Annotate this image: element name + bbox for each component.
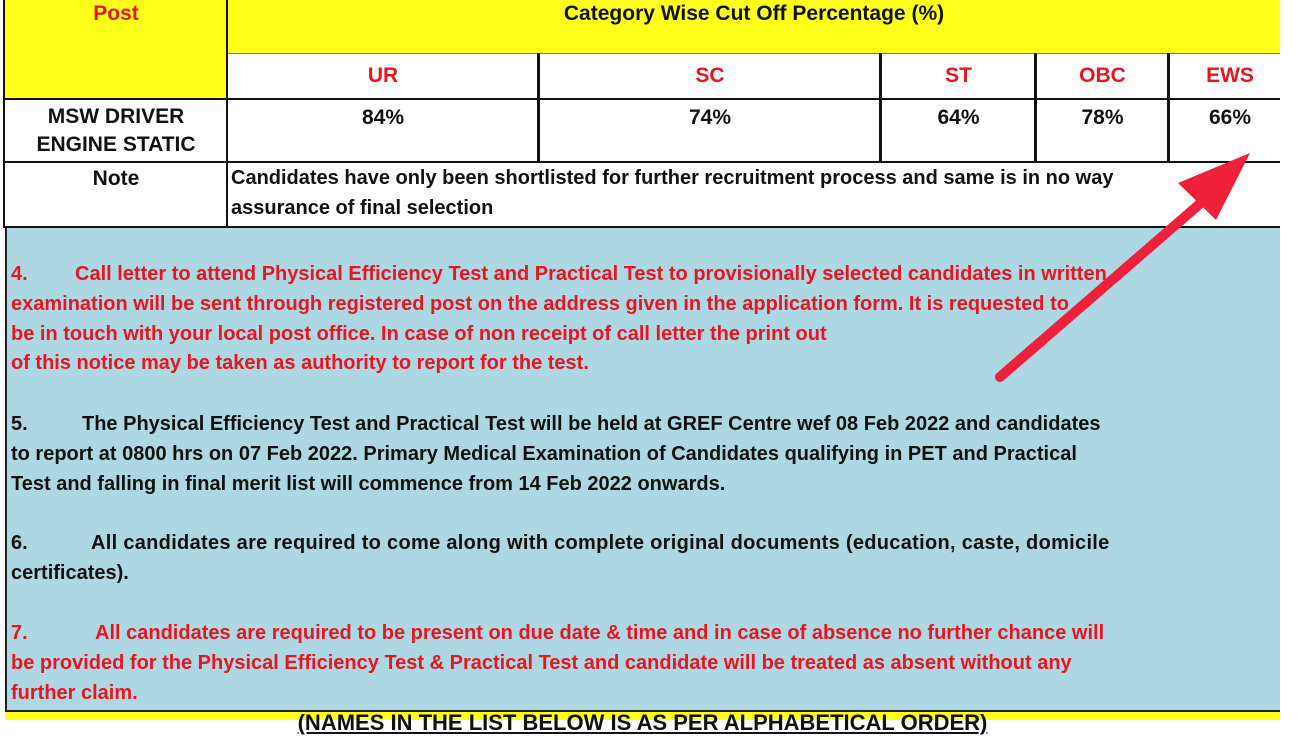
value-ur: 84% <box>361 106 405 129</box>
column-header-ews: EWS <box>1206 63 1254 87</box>
column-header-obc: OBC <box>1079 63 1126 87</box>
value-sc: 74% <box>688 106 732 129</box>
post-name-line1: MSW DRIVER <box>47 105 185 128</box>
paragraph-7-line1: 7. All candidates are required to be present on due date & time and in case of absence no further chance will <box>11 618 1311 648</box>
paragraph-5-line2: to report at 0800 hrs on 07 Feb 2022. Primary Medical Examination of Candidates qualifying in PET and Practical <box>11 443 1077 465</box>
note-line2: assurance of final selection <box>231 197 494 219</box>
value-obc: 78% <box>1081 106 1124 129</box>
note-label: Note <box>92 167 140 190</box>
column-header-sc: SC <box>695 63 725 87</box>
paragraph-7-line3: further claim. <box>11 682 138 704</box>
column-header-ur: UR <box>367 63 399 87</box>
paragraph-6-number: 6. <box>11 532 28 554</box>
footer-banner-text: (NAMES IN THE LIST BELOW IS AS PER ALPHABETICAL ORDER) <box>297 710 988 735</box>
post-header-label: Post <box>93 2 139 25</box>
value-ews: 66% <box>1208 106 1252 129</box>
post-name-line2: ENGINE STATIC <box>36 133 196 156</box>
category-header-label: Category Wise Cut Off Percentage (%) <box>563 2 945 25</box>
paragraph-4-line4: of this notice may be taken as authority to report for the test. <box>11 352 589 374</box>
paragraph-4-line2: examination will be sent through registered post on the address given in the application form. It is requested to <box>11 293 1069 315</box>
paragraph-4-number: 4. <box>11 263 28 285</box>
paragraph-5-number: 5. <box>11 413 28 435</box>
paragraph-7-line2: be provided for the Physical Efficiency Test & Practical Test and candidate will be treated as absent without any <box>11 652 1072 674</box>
paragraph-6-line2: certificates). <box>11 562 129 584</box>
paragraph-5-line3: Test and falling in final merit list will commence from 14 Feb 2022 onwards. <box>11 473 726 495</box>
column-header-st: ST <box>945 63 972 87</box>
paragraph-7-number: 7. <box>11 622 28 644</box>
paragraph-6-line1: 6. All candidates are required to come along with complete original documents (education, caste, domicile <box>11 528 1311 558</box>
note-line1: Candidates have only been shortlisted for further recruitment process and same is in no way <box>231 167 1114 189</box>
value-st: 64% <box>937 106 980 129</box>
paragraph-5-line1: 5. The Physical Efficiency Test and Practical Test will be held at GREF Centre wef 08 Feb 2022 and candidates <box>11 409 1311 439</box>
paragraph-4-line1: 4. Call letter to attend Physical Efficiency Test and Practical Test to provisionally selected candidates in written <box>11 259 1311 289</box>
paragraph-4-line3: be in touch with your local post office. In case of non receipt of call letter the print out <box>11 323 827 345</box>
